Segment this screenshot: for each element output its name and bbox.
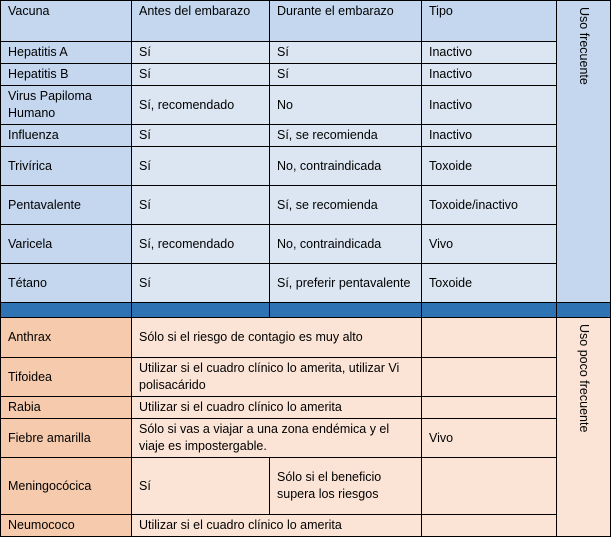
table-row (1, 125, 611, 147)
table-row (1, 225, 611, 264)
table-header-row (1, 1, 611, 42)
cell-durante: Sí, se recomienda (270, 186, 422, 225)
table-row (1, 264, 611, 303)
cell-durante: Sí, se recomienda (270, 125, 422, 147)
cell-tipo: Toxoide/inactivo (422, 186, 557, 225)
cell-antes: Sí (132, 64, 270, 86)
frequent-use-label: Uso frecuente (577, 7, 591, 85)
table-row (1, 358, 611, 397)
cell-tipo (422, 458, 557, 515)
cell-antes: Sí (132, 147, 270, 186)
table-row (1, 515, 611, 537)
table-row (1, 419, 611, 458)
header-antes: Antes del embarazo (132, 1, 270, 42)
table-row (1, 397, 611, 419)
cell-vacuna: Trivírica (1, 147, 132, 186)
cell-vacuna: Anthrax (1, 318, 132, 358)
section-separator (1, 303, 611, 318)
header-tipo: Tipo (422, 1, 557, 42)
cell-durante: Sí (270, 42, 422, 64)
cell-vacuna: Hepatitis A (1, 42, 132, 64)
header-vacuna: Vacuna (1, 1, 132, 42)
cell-antes: Sí, recomendado (132, 86, 270, 125)
cell-tipo: Toxoide (422, 264, 557, 303)
cell-indicacion: Utilizar si el cuadro clínico lo amerita (132, 397, 422, 419)
cell-vacuna: Pentavalente (1, 186, 132, 225)
cell-durante: Sí, preferir pentavalente (270, 264, 422, 303)
cell-indicacion: Sólo si el riesgo de contagio es muy alto (132, 318, 422, 358)
cell-durante: No, contraindicada (270, 225, 422, 264)
cell-vacuna: Virus Papiloma Humano (1, 86, 132, 125)
cell-vacuna: Tifoidea (1, 358, 132, 397)
cell-antes: Sí, recomendado (132, 225, 270, 264)
cell-durante: No, contraindicada (270, 147, 422, 186)
table-row (1, 86, 611, 125)
cell-tipo: Toxoide (422, 147, 557, 186)
cell-tipo: Vivo (422, 225, 557, 264)
cell-vacuna: Hepatitis B (1, 64, 132, 86)
cell-durante: Sólo si el beneficio supera los riesgos (270, 458, 422, 515)
cell-antes: Sí (132, 186, 270, 225)
cell-vacuna: Varicela (1, 225, 132, 264)
cell-indicacion: Utilizar si el cuadro clínico lo amerita, utilizar Vi polisacárido (132, 358, 422, 397)
cell-tipo: Inactivo (422, 64, 557, 86)
table-row (1, 318, 611, 358)
cell-vacuna: Fiebre amarilla (1, 419, 132, 458)
cell-indicacion: Utilizar si el cuadro clínico lo amerita (132, 515, 422, 537)
table-row (1, 458, 611, 515)
cell-antes: Sí (132, 458, 270, 515)
table-row (1, 64, 611, 86)
infrequent-use-side-cell (557, 318, 611, 537)
cell-indicacion: Sólo si vas a viajar a una zona endémica y el viaje es impostergable. (132, 419, 422, 458)
infrequent-use-label: Uso poco frecuente (577, 324, 591, 433)
cell-vacuna: Rabia (1, 397, 132, 419)
frequent-use-side-cell (557, 1, 611, 303)
cell-vacuna: Meningocócica (1, 458, 132, 515)
cell-tipo: Vivo (422, 419, 557, 458)
table-row (1, 42, 611, 64)
cell-tipo: Inactivo (422, 86, 557, 125)
header-durante: Durante el embarazo (270, 1, 422, 42)
cell-vacuna: Neumococo (1, 515, 132, 537)
cell-tipo (422, 515, 557, 537)
cell-antes: Sí (132, 42, 270, 64)
cell-antes: Sí (132, 125, 270, 147)
cell-vacuna: Influenza (1, 125, 132, 147)
cell-durante: Sí (270, 64, 422, 86)
cell-tipo (422, 397, 557, 419)
table-row (1, 186, 611, 225)
cell-tipo: Inactivo (422, 125, 557, 147)
cell-tipo: Inactivo (422, 42, 557, 64)
cell-vacuna: Tétano (1, 264, 132, 303)
cell-tipo (422, 358, 557, 397)
cell-tipo (422, 318, 557, 358)
table-row (1, 147, 611, 186)
cell-antes: Sí (132, 264, 270, 303)
cell-durante: No (270, 86, 422, 125)
